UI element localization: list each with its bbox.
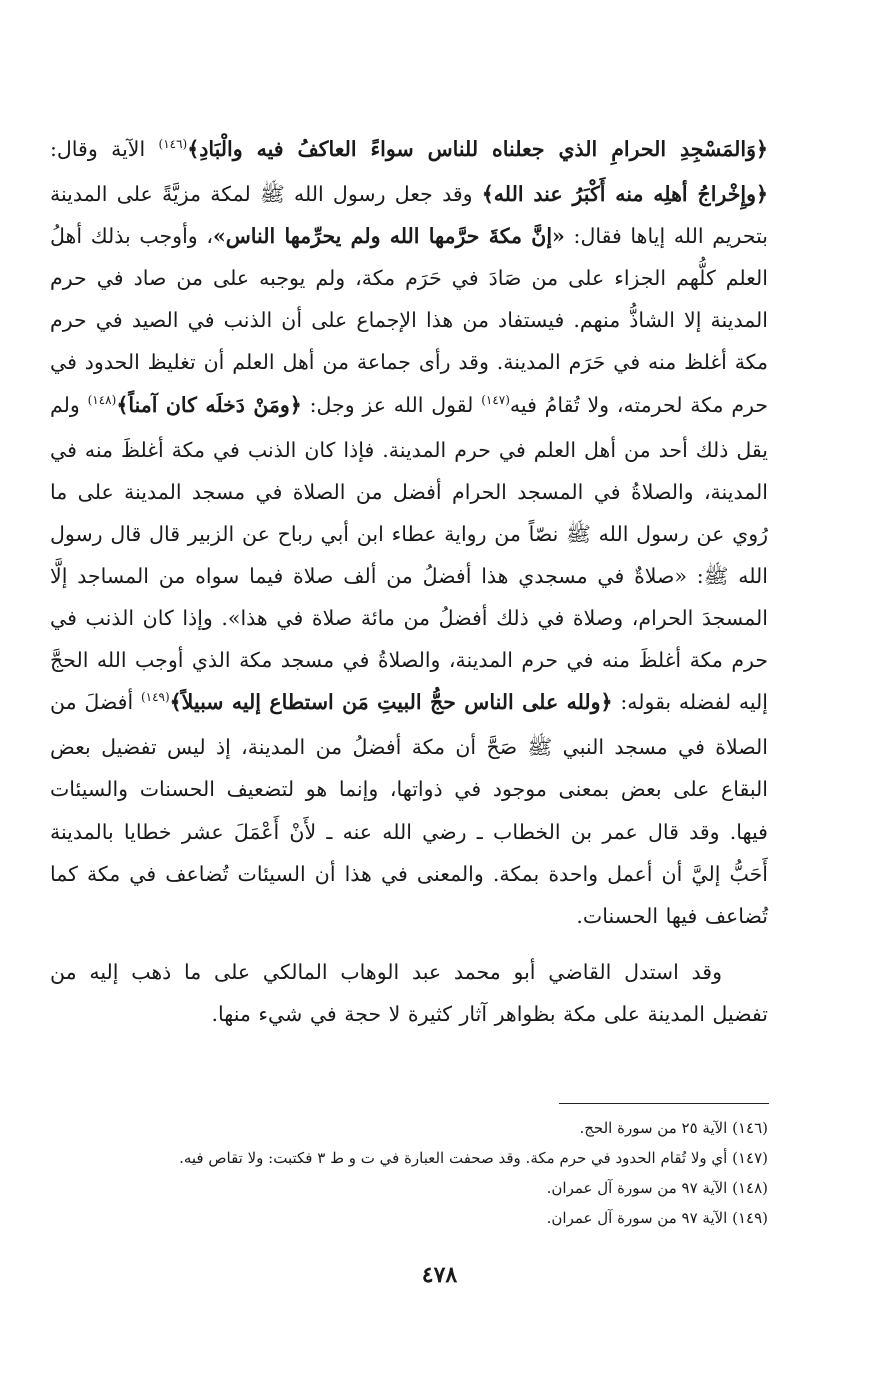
footnote-ref-147: (١٤٧) (481, 392, 510, 407)
footnote-divider (559, 1103, 769, 1104)
main-text (50, 128, 768, 1035)
page-number: ٤٧٨ (421, 1262, 458, 1288)
footnote-ref-149: (١٤٩) (140, 690, 170, 705)
footnote-ref-146: (١٤٦) (158, 137, 188, 151)
text-span: الآية وقال: (50, 137, 146, 161)
footnote-ref-148: (١٤٨) (87, 392, 117, 407)
footnotes (50, 1113, 768, 1233)
footnote-146: (١٤٦) الآية ٢٥ من سورة الحج. (579, 1119, 768, 1137)
quran-quote-3: ﴿ومَنْ دَخلَه كان آمناً﴾ (116, 392, 302, 417)
text-span: لقول الله عز وجل: (301, 392, 482, 417)
quran-quote-1: ﴿وَالمَسْجِدِ الحرامِ الذي جعلناه للناس سواءً العاكفُ فيه والْبَادِ﴾ (187, 137, 768, 161)
paragraph-1 (50, 128, 768, 937)
footnote-147: (١٤٧) أي ولا تُقام الحدود في حرم مكة. وقد صحفت العبارة في ت و ط ٣ فكتبت: ولا تقاص فيه. (179, 1149, 768, 1167)
text-span: ، وأوجب بذلك أهلُ العلم كلُّهم الجزاء على من صَادَ في حَرَم مكة، ولم يوجبه على من صاد في حرم المدينة إلا الشاذُّ منهم. فيستفاد من هذا الإجماع على أن الذنب في الصيد في حرم مكة أغلظ منه في حَرَم المدينة. وقد رأى جماعة من أهل العلم أن تغليظ الحدود في حرم مكة لحرمته، ولا تُقامُ فيه (50, 224, 769, 417)
hadith-quote: «إنَّ مكةَ حرَّمها الله ولم يحرِّمها الناس» (212, 224, 565, 249)
quran-quote-2: ﴿وإِخْراجُ أهلِه منه أَكْبَرُ عند الله﴾ (481, 182, 768, 207)
quran-quote-4: ﴿ولله على الناس حجُّ البيتِ مَن استطاع إليه سبيلاً﴾ (169, 690, 613, 715)
paragraph-2: وقد استدل القاضي أبو محمد عبد الوهاب المالكي على ما ذهب إليه من تفضيل المدينة على مكة بظواهر آثار كثيرة لا حجة في شيء منها. (50, 959, 768, 1026)
footnote-148: (١٤٨) الآية ٩٧ من سورة آل عمران. (546, 1179, 768, 1197)
text-span: وقد جعل رسول الله ﷺ لمكة مزيَّةً على المدينة بتحريم الله إياها فقال: (50, 182, 768, 249)
footnote-149: (١٤٩) الآية ٩٧ من سورة آل عمران. (546, 1209, 768, 1227)
text-span: أفضلَ من الصلاة في مسجد النبي ﷺ صَحَّ أن مكة أفضلُ من المدينة، إذ ليس تفضيل بعض البقاع على بعض بمعنى موجود في ذواتها، وإنما هو لتضعيف الحسنات والسيئات فيها. وقد قال عمر بن الخطاب ـ رضي الله عنه ـ لأَنْ أَعْمَلَ عشر خطايا بالمدينة أَحَبُّ إليَّ أن أعمل واحدة بمكة. والمعنى في هذا أن السيئات تُضاعف في مكة كما تُضاعف فيها الحسنات. (50, 690, 768, 928)
text-span: ولم يقل ذلك أحد من أهل العلم في حرم المدينة. فإذا كان الذنب في مكة أغلظَ منه في المدينة، والصلاةُ في المسجد الحرام أفضل من الصلاة في مسجد المدينة على ما رُوي عن رسول الله ﷺ نصّاً من رواية عطاء ابن أبي رباح عن الزبير قال قال رسول الله ﷺ: «صلاةٌ في مسجدي هذا أفضلُ من ألف صلاة فيما سواه من المساجد إلَّا المسجدَ الحرام، وصلاة في ذلك أفضلُ من مائة صلاة في هذا». وإذا كان الذنب في حرم مكة أغلظَ منه في حرم المدينة، والصلاةُ في مسجد مكة الذي أوجب الله الحجَّ إليه لفضله بقوله: (50, 392, 768, 715)
